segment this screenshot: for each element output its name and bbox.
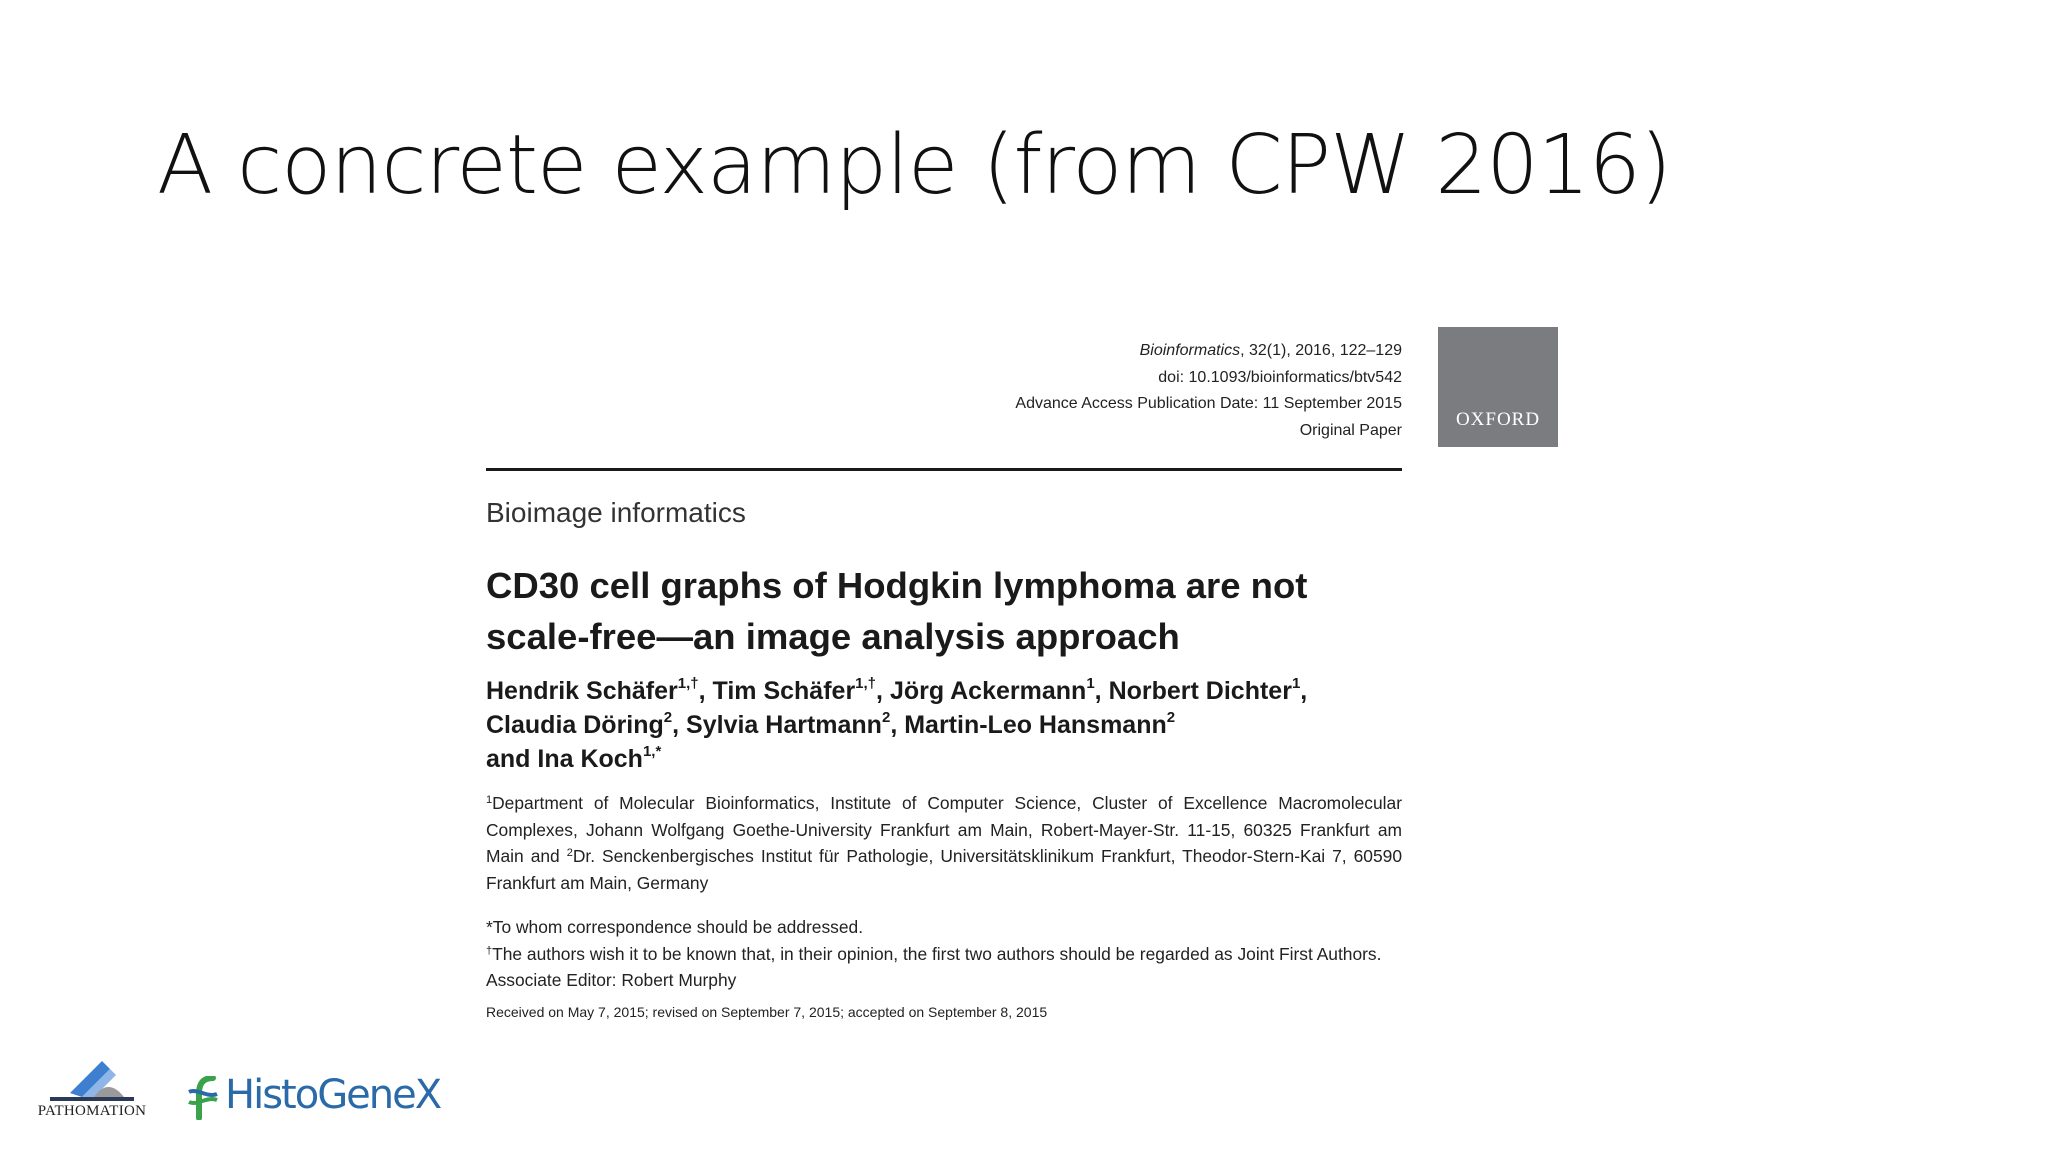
author-name: Claudia Döring (486, 711, 664, 739)
author-separator: , (876, 677, 890, 705)
header-rule (486, 468, 1402, 471)
paper-title: CD30 cell graphs of Hodgkin lymphoma are not scale-free—an image analysis approach (486, 565, 1308, 657)
section-label: Bioimage informatics (486, 497, 746, 528)
slide-title: A concrete example (from CPW 2016) (157, 118, 1671, 213)
pathomation-logo (30, 1057, 154, 1123)
histogenex-wordmark: HistoGeneX (225, 1072, 441, 1118)
helix-icon (183, 1076, 223, 1120)
associate-editor: Associate Editor: Robert Murphy (486, 970, 737, 990)
author-affiliation-marker: 1,* (642, 743, 662, 760)
joint-marker: † (486, 944, 493, 957)
pathomation-wordmark: PATHOMATION (37, 1103, 147, 1119)
journal-info (486, 338, 1402, 444)
author-name: Tim Schäfer (712, 677, 856, 705)
author-separator: , (672, 711, 687, 739)
author-separator: , (1094, 677, 1109, 705)
author-name: Hendrik Schäfer (486, 677, 678, 705)
author-name: Martin-Leo Hansmann (904, 711, 1167, 739)
paper-type: Original Paper (1299, 421, 1402, 439)
joint-authors-text: The authors wish it to be known that, in their opinion, the first two authors should be regarded as Joint First Authors. (492, 943, 1382, 964)
joint-authors-note (486, 941, 1416, 968)
author-name: Jörg Ackermann (889, 677, 1087, 705)
author-name: Norbert Dichter (1108, 677, 1292, 705)
oxford-logo-text: OXFORD (1455, 409, 1541, 430)
author-affiliation-marker: 1 (1291, 675, 1301, 692)
oxford-logo (1438, 327, 1558, 447)
author-separator: , (890, 711, 905, 739)
journal-name: Bioinformatics (1139, 342, 1241, 359)
author-notes (486, 914, 1416, 994)
affiliation-marker-1: 1 (486, 794, 493, 806)
author-separator: , (1300, 677, 1308, 705)
author-list (486, 674, 1416, 776)
author-affiliation-marker: 2 (663, 709, 673, 726)
affiliation-text-2: Dr. Senckenbergisches Institut für Pathologie, Universitätsklinikum Frankfurt, Theodor-Stern-Kai 7, 60590 Frankfurt am Main, Germany (486, 846, 1402, 893)
author-affiliation-marker: 2 (1166, 709, 1176, 726)
pathomation-mark-icon (50, 1057, 134, 1103)
affiliation-text-1: Department of Molecular Bioinformatics, Institute of Computer Science, Cluster of Excellence Macromolecular Complexes, Johann Wolfgang Goethe-University Frankfurt am Main, Robert-Mayer-Str. 11-15, 60325 Frankfurt am Main and (486, 793, 1402, 866)
doi: doi: 10.1093/bioinformatics/btv542 (1158, 368, 1402, 386)
affiliation-marker-2: 2 (566, 847, 573, 859)
author-separator: , (698, 677, 713, 705)
journal-citation (486, 338, 1402, 365)
author-affiliation-marker: 2 (881, 709, 891, 726)
advance-access-date: Advance Access Publication Date: 11 September 2015 (1015, 395, 1402, 412)
received-dates: Received on May 7, 2015; revised on September 7, 2015; accepted on September 8, 2015 (486, 1004, 1048, 1020)
author-name: and Ina Koch (486, 745, 643, 773)
author-affiliation-marker: 1,† (855, 675, 877, 692)
citation-details: , 32(1), 2016, 122–129 (1240, 342, 1402, 359)
affiliations (486, 790, 1402, 896)
author-affiliation-marker: 1,† (677, 675, 699, 692)
author-name: Sylvia Hartmann (686, 711, 882, 739)
author-affiliation-marker: 1 (1086, 675, 1095, 692)
paper-header-image (486, 318, 1541, 1152)
correspondence-note: *To whom correspondence should be addressed. (486, 917, 864, 937)
